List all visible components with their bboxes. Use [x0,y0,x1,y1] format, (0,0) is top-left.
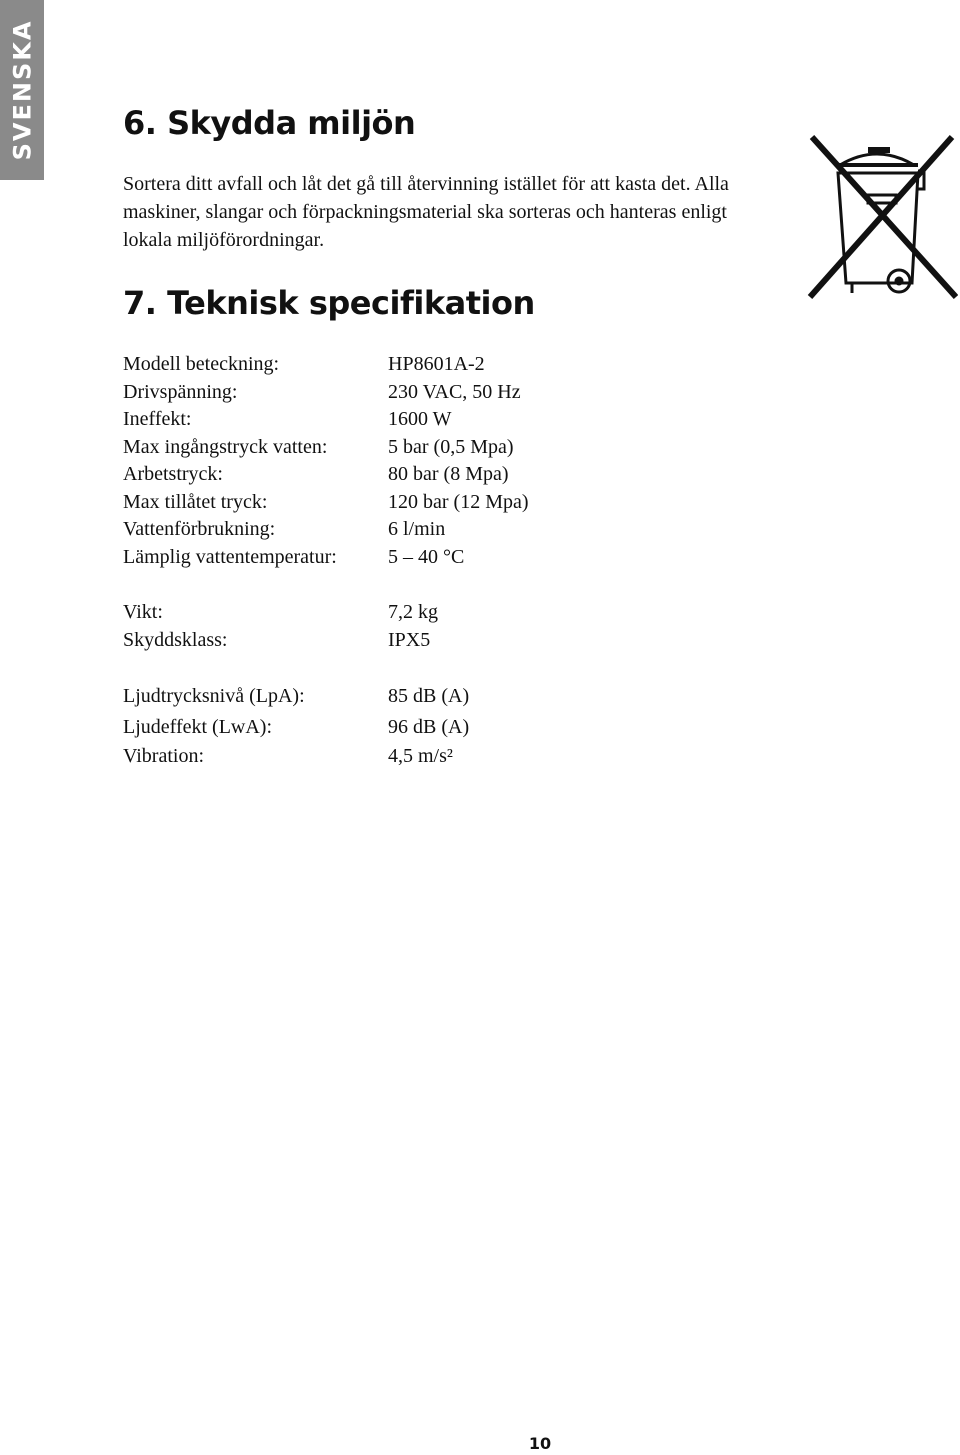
crossed-out-wheelie-bin-icon [806,133,958,301]
spec-group-electrical [123,351,529,571]
spec-label: Max ingångstryck vatten: [123,435,328,458]
spec-group-physical [123,599,438,654]
spec-row-voltage [123,379,529,407]
spec-value: 6 l/min [388,518,446,540]
spec-value: IPX5 [388,628,431,651]
spec-value: 5 – 40 °C [388,545,465,568]
spec-label: Vikt: [123,601,163,623]
language-tab [0,0,44,180]
spec-row-sound-power [123,712,469,743]
spec-label: Drivspänning: [123,380,238,403]
spec-label: Arbetstryck: [123,463,223,485]
spec-row-water-temperature [123,544,529,572]
spec-value: HP8601A-2 [388,353,485,375]
spec-row-max-inlet-pressure [123,434,529,462]
spec-label: Modell beteckning: [123,353,280,375]
spec-value: 80 bar (8 Mpa) [388,463,509,485]
spec-row-vibration [123,743,469,771]
spec-value: 1600 W [388,408,452,430]
section-6-title: 6. Skydda miljön [123,104,416,142]
spec-value: 7,2 kg [388,601,438,623]
page-number: 10 [528,1434,552,1453]
spec-row-max-pressure [123,489,529,517]
spec-label: Ineffekt: [123,408,192,430]
spec-row-model [123,351,529,379]
spec-label: Max tillåtet tryck: [123,490,268,513]
spec-group-noise-vibration [123,681,469,771]
spec-value: 5 bar (0,5 Mpa) [388,435,514,458]
spec-row-protection-class [123,627,438,655]
spec-row-working-pressure [123,461,529,489]
spec-value: 120 bar (12 Mpa) [388,490,529,513]
spec-value: 230 VAC, 50 Hz [388,380,521,403]
spec-label: Skyddsklass: [123,628,228,651]
spec-label: Ljudeffekt (LwA): [123,716,273,738]
spec-row-water-consumption [123,516,529,544]
spec-row-weight [123,599,438,627]
spec-value: 4,5 m/s² [388,745,453,767]
spec-label: Vattenförbrukning: [123,518,276,540]
spec-label: Vibration: [123,745,205,767]
section-7-title: 7. Teknisk specifikation [123,284,535,322]
spec-label: Ljudtrycksnivå (LpA): [123,685,305,707]
spec-label: Lämplig vattentemperatur: [123,545,337,568]
spec-value: 96 dB (A) [388,716,470,738]
spec-value: 85 dB (A) [388,685,470,707]
spec-row-input-power [123,406,529,434]
section-6-paragraph: Sortera ditt avfall och låt det gå till återvinning istället för att kasta det. Alla maskiner, slangar och förpackningsmaterial ska sorteras och hanteras enligt lokala miljöförordningar. [123,173,729,251]
spec-row-sound-pressure [123,681,469,712]
language-tab-label: SVENSKA [8,19,37,161]
